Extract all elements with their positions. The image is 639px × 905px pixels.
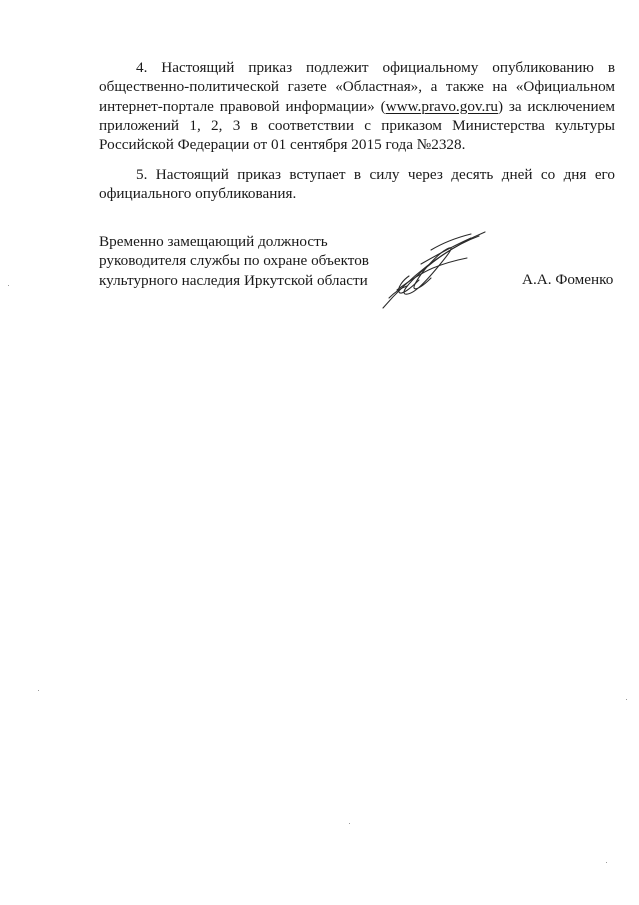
paragraph-4-line-3-end: ) за исключением <box>497 97 615 115</box>
paragraph-5-line-1: 5. Настоящий приказ вступает в силу через десять дней со дня его <box>136 166 615 183</box>
paragraph-4-line-2: общественно-политической газете «Областная», а также на «Официальном <box>99 78 615 96</box>
signatory-position-line-3: культурного наследия Иркутской области <box>99 271 368 289</box>
signatory-position <box>99 232 369 290</box>
signatory-name: А.А. Фоменко <box>522 271 614 288</box>
paragraph-4-line-4: приложений 1, 2, 3 в соответствии с приказом Министерства культуры <box>99 116 615 134</box>
paragraph-4 <box>99 58 615 154</box>
signatory-position-line-2: руководителя службы по охране объектов <box>99 252 369 270</box>
paragraph-5 <box>99 165 615 204</box>
paragraph-5-line-2: официального опубликования. <box>99 185 297 203</box>
scan-speck <box>606 862 607 863</box>
scan-speck <box>349 823 350 824</box>
paragraph-4-line-1: 4. Настоящий приказ подлежит официальному опубликованию в <box>136 59 615 76</box>
paragraph-4-line-3 <box>99 97 615 116</box>
paragraph-4-line-5: Российской Федерации от 01 сентября 2015 года №2328. <box>99 136 466 154</box>
scan-speck <box>38 690 39 691</box>
scan-speck <box>626 699 627 700</box>
handwritten-signature <box>375 228 490 310</box>
pravo-gov-link[interactable]: www.pravo.gov.ru <box>385 97 498 115</box>
signatory-position-line-1: Временно замещающий должность <box>99 233 328 250</box>
scan-speck <box>8 285 9 286</box>
paragraph-4-line-3-start: интернет-портале правовой информации» ( <box>99 97 386 115</box>
